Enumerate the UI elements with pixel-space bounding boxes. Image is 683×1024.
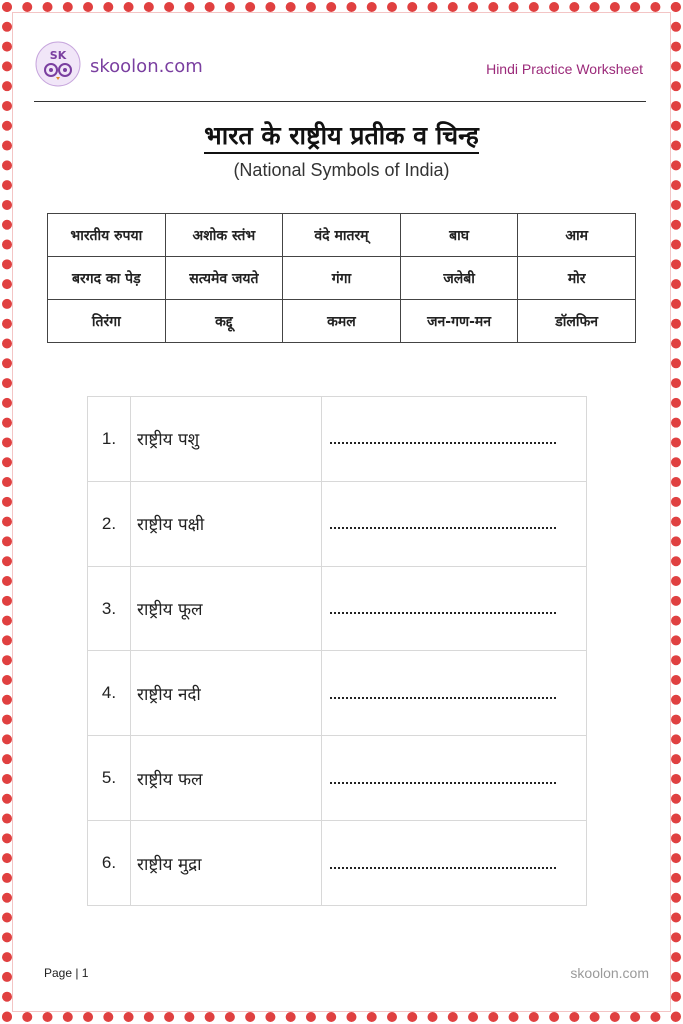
question-number: 1. bbox=[88, 397, 131, 482]
word-cell: भारतीय रुपया bbox=[48, 214, 166, 257]
answer-blank[interactable] bbox=[322, 397, 587, 482]
footer-site: skoolon.com bbox=[570, 965, 649, 981]
word-cell: वंदे मातरम् bbox=[283, 214, 401, 257]
question-row bbox=[88, 821, 587, 906]
answer-blank[interactable] bbox=[322, 736, 587, 821]
question-number: 2. bbox=[88, 481, 131, 566]
question-number: 4. bbox=[88, 651, 131, 736]
answer-blank[interactable] bbox=[322, 821, 587, 906]
word-cell: मोर bbox=[518, 257, 636, 300]
question-label: राष्ट्रीय नदी bbox=[131, 651, 322, 736]
word-cell: आम bbox=[518, 214, 636, 257]
word-row bbox=[48, 214, 636, 257]
answer-dots bbox=[330, 612, 556, 614]
word-row bbox=[48, 300, 636, 343]
word-cell: डॉलफिन bbox=[518, 300, 636, 343]
page-number: Page | 1 bbox=[44, 966, 89, 980]
question-number: 3. bbox=[88, 566, 131, 651]
answer-dots bbox=[330, 782, 556, 784]
question-row bbox=[88, 566, 587, 651]
brand-name: skoolon.com bbox=[90, 56, 203, 77]
answer-dots bbox=[330, 867, 556, 869]
word-cell: गंगा bbox=[283, 257, 401, 300]
page-title-text: भारत के राष्ट्रीय प्रतीक व चिन्ह bbox=[204, 121, 479, 154]
word-cell: तिरंगा bbox=[48, 300, 166, 343]
owl-logo-icon bbox=[34, 40, 82, 88]
answer-dots bbox=[330, 442, 556, 444]
question-label: राष्ट्रीय पशु bbox=[131, 397, 322, 482]
answer-blank[interactable] bbox=[322, 566, 587, 651]
answer-blank[interactable] bbox=[322, 651, 587, 736]
word-cell: सत्यमेव जयते bbox=[165, 257, 283, 300]
question-label: राष्ट्रीय पक्षी bbox=[131, 481, 322, 566]
page-title bbox=[0, 118, 683, 152]
word-cell: बरगद का पेड़ bbox=[48, 257, 166, 300]
answer-dots bbox=[330, 697, 556, 699]
answer-blank[interactable] bbox=[322, 481, 587, 566]
word-row bbox=[48, 257, 636, 300]
word-cell: कद्दू bbox=[165, 300, 283, 343]
question-label: राष्ट्रीय फूल bbox=[131, 566, 322, 651]
word-cell: जलेबी bbox=[400, 257, 518, 300]
word-cell: बाघ bbox=[400, 214, 518, 257]
word-cell: जन-गण-मन bbox=[400, 300, 518, 343]
word-bank-table bbox=[47, 213, 636, 343]
question-number: 6. bbox=[88, 821, 131, 906]
question-number: 5. bbox=[88, 736, 131, 821]
header-divider bbox=[34, 101, 646, 102]
worksheet-type: Hindi Practice Worksheet bbox=[486, 61, 643, 77]
question-row bbox=[88, 481, 587, 566]
question-label: राष्ट्रीय फल bbox=[131, 736, 322, 821]
word-cell: कमल bbox=[283, 300, 401, 343]
question-row bbox=[88, 397, 587, 482]
question-row bbox=[88, 651, 587, 736]
word-cell: अशोक स्तंभ bbox=[165, 214, 283, 257]
page-subtitle: (National Symbols of India) bbox=[233, 160, 450, 180]
question-label: राष्ट्रीय मुद्रा bbox=[131, 821, 322, 906]
question-table bbox=[87, 396, 587, 906]
answer-dots bbox=[330, 527, 556, 529]
question-row bbox=[88, 736, 587, 821]
logo-text: SK bbox=[49, 49, 67, 62]
